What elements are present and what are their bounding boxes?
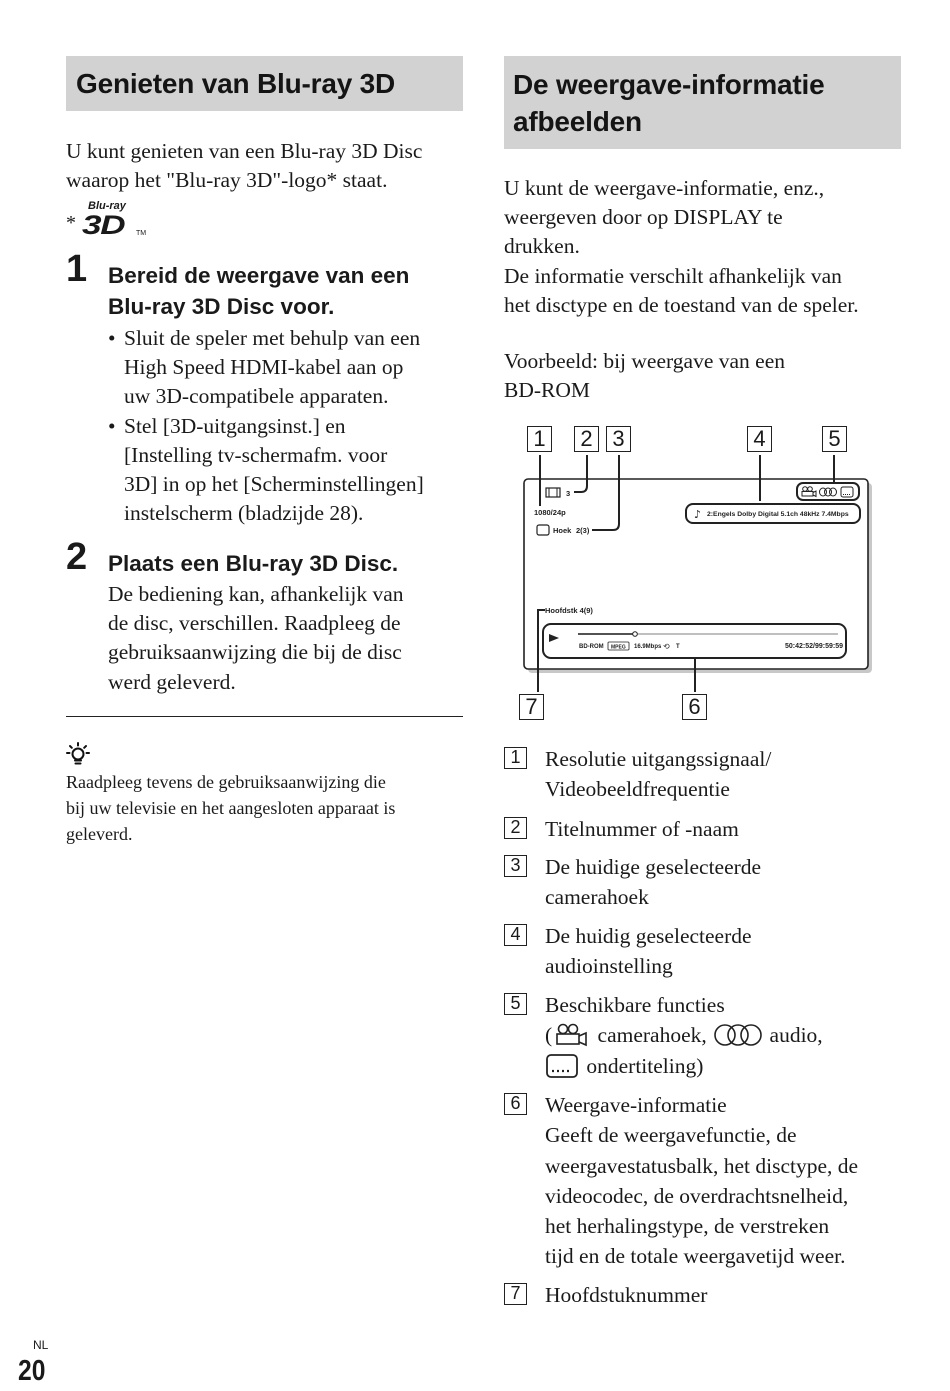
- resolution-readout: 1080/24p: [534, 508, 566, 517]
- legend-line: audioinstelling: [545, 954, 673, 979]
- logo-tm: TM: [136, 230, 147, 237]
- intro-line: het disctype en de toestand van de speler.: [504, 292, 859, 317]
- legend-item-2: [504, 814, 904, 844]
- legend-item-7: [504, 1280, 904, 1310]
- section-heading-bluray-3d: [66, 56, 463, 111]
- heading-line: De weergave-informatie: [513, 69, 825, 100]
- bullet-line: [Instelling tv-schermafm. voor: [124, 442, 388, 467]
- legend-number: 4: [504, 924, 527, 946]
- intro-line: De informatie verschilt afhankelijk van: [504, 263, 842, 288]
- legend-line: tijd en de totale weergavetijd weer.: [545, 1244, 846, 1269]
- body-line: werd geleverd.: [108, 669, 236, 694]
- step-1-bullets: [108, 324, 468, 528]
- intro-line: drukken.: [504, 234, 580, 259]
- legend-line: Videobeeldfrequentie: [545, 777, 730, 802]
- audio-label: audio,: [769, 1023, 823, 1048]
- repeat-type: T: [676, 644, 680, 650]
- legend-item-3: [504, 852, 904, 913]
- legend-text: [545, 852, 904, 913]
- camera-label: camerahoek,: [597, 1023, 707, 1048]
- lightbulb-tip-icon: [66, 741, 92, 767]
- logo-3d-text: 3D: [82, 210, 125, 240]
- callout-5: 5: [822, 426, 847, 452]
- camera-angle-icon: [552, 1022, 592, 1048]
- legend-text: [545, 990, 904, 1081]
- body-line: De bediening kan, afhankelijk van: [108, 582, 404, 606]
- paren: (: [545, 1023, 553, 1048]
- legend-item-5: [504, 990, 904, 1081]
- title-number: 3: [566, 489, 571, 498]
- bullet-line: uw 3D-compatibele apparaten.: [124, 384, 389, 409]
- page-number: 20: [18, 1355, 46, 1387]
- display-info-diagram: [500, 420, 900, 730]
- legend-text: [545, 744, 904, 805]
- intro-line: waarop het "Blu-ray 3D"-logo* staat.: [66, 168, 388, 193]
- bullet-line: • Stel [3D-uitgangsinst.] en: [124, 413, 346, 438]
- body-line: gebruiksaanwijzing die bij de disc: [108, 640, 402, 665]
- legend-line: camerahoek: [545, 885, 649, 910]
- lightbulb-tip-icon-svg: [66, 741, 92, 767]
- language-code: NL: [33, 1338, 49, 1352]
- bluray-3d-logo: [66, 202, 156, 240]
- subtitle-icon: [545, 1052, 581, 1080]
- section-divider: [66, 716, 463, 717]
- tip-text: [66, 769, 466, 847]
- intro-line: weergeven door op DISPLAY te: [504, 205, 783, 230]
- music-note-icon: ♪: [694, 508, 702, 521]
- diagram-svg: [500, 420, 900, 730]
- step-1-number: 1: [66, 248, 88, 290]
- callout-7: 7: [519, 694, 544, 720]
- left-intro: [66, 137, 466, 195]
- legend-text: [545, 1280, 904, 1310]
- bullet-line: 3D] in op het [Scherminstellingen]: [124, 472, 424, 497]
- legend-text: [545, 1090, 904, 1272]
- step-2-body: [108, 580, 468, 697]
- playback-bar: [543, 624, 846, 658]
- legend-text: [545, 921, 904, 982]
- angle-value: 2(3): [576, 526, 590, 535]
- legend-number: 5: [504, 993, 527, 1015]
- legend-line: Hoofdstuknummer: [545, 1283, 708, 1307]
- legend-line-subtitle: [545, 1051, 904, 1081]
- example-text: [504, 347, 924, 405]
- section-heading-display-info: [504, 56, 901, 149]
- legend-line: videocodec, de overdrachtsnelheid,: [545, 1183, 849, 1208]
- repeat-icon: ⟲: [663, 642, 670, 651]
- tip-line: geleverd.: [66, 824, 133, 844]
- legend-line: Weergave-informatie: [545, 1093, 727, 1117]
- legend-line: Geeft de weergavefunctie, de: [545, 1123, 797, 1148]
- bullet-line: High Speed HDMI-kabel aan op: [124, 355, 404, 380]
- step-2-title: [108, 548, 468, 579]
- legend-line: het herhalingstype, de verstreken: [545, 1214, 830, 1239]
- heading-text: Genieten van Blu-ray 3D: [76, 68, 396, 99]
- subtitle-label: ondertiteling): [586, 1053, 704, 1078]
- legend-item-6: [504, 1090, 904, 1272]
- bitrate: 16.9Mbps: [634, 644, 662, 650]
- step-title-line: Plaats een Blu-ray 3D Disc.: [108, 551, 399, 576]
- step-2-number: 2: [66, 536, 88, 578]
- legend-line: Beschikbare functies: [545, 993, 725, 1017]
- intro-line: U kunt de weergave-informatie, enz.,: [504, 176, 825, 200]
- legend-number: 1: [504, 747, 527, 769]
- example-line: Voorbeeld: bij weergave van een: [504, 349, 785, 373]
- legend-item-1: [504, 744, 904, 805]
- codec-text: MPEG: [611, 644, 626, 651]
- tip-line: bij uw televisie en het aangesloten apparaat is: [66, 798, 396, 818]
- callout-2: 2: [574, 426, 599, 452]
- callout-3: 3: [606, 426, 631, 452]
- legend-number: 7: [504, 1283, 527, 1305]
- legend-text: [545, 814, 904, 844]
- right-intro: [504, 174, 924, 320]
- step-1-title: [108, 260, 468, 322]
- audio-icon: [712, 1022, 764, 1048]
- bullet-line: • Sluit de speler met behulp van een: [124, 326, 421, 350]
- body-line: de disc, verschillen. Raadpleeg de: [108, 611, 401, 636]
- legend-line-icons: [545, 1020, 904, 1050]
- example-line: BD-ROM: [504, 378, 591, 403]
- legend-number: 2: [504, 817, 527, 839]
- bullet-line: instelscherm (bladzijde 28).: [124, 501, 364, 526]
- legend-line: weergavestatusbalk, het disctype, de: [545, 1153, 859, 1178]
- audio-readout: 2:Engels Dolby Digital 5.1ch 48kHz 7.4Mbps: [707, 511, 849, 518]
- legend-line: De huidige geselecteerde: [545, 855, 762, 879]
- legend-item-4: [504, 921, 904, 982]
- legend-line: Titelnummer of -naam: [545, 817, 739, 841]
- logo-asterisk: *: [66, 212, 76, 234]
- callout-4: 4: [747, 426, 772, 452]
- logo-bluray-text: Blu-ray: [88, 200, 126, 212]
- time-readout: 50:42:52/99:59:59: [785, 643, 843, 650]
- step-title-line: Blu-ray 3D Disc voor.: [108, 294, 335, 319]
- angle-label: Hoek: [553, 526, 572, 535]
- progress-thumb: [633, 632, 638, 637]
- tip-line: Raadpleeg tevens de gebruiksaanwijzing die: [66, 772, 386, 792]
- heading-line: afbeelden: [513, 106, 642, 137]
- step-title-line: Bereid de weergave van een: [108, 263, 410, 288]
- bullet-item: [108, 412, 468, 529]
- bullet-item: [108, 324, 468, 412]
- legend-line: De huidig geselecteerde: [545, 924, 752, 948]
- legend-number: 6: [504, 1093, 527, 1115]
- legend-number: 3: [504, 855, 527, 877]
- disc-type: BD-ROM: [579, 644, 604, 650]
- legend-line: Resolutie uitgangssignaal/: [545, 747, 772, 771]
- callout-6: 6: [682, 694, 707, 720]
- intro-line: U kunt genieten van een Blu-ray 3D Disc: [66, 139, 423, 163]
- chapter-readout: Hoofdstk 4(9): [545, 606, 593, 615]
- callout-1: 1: [527, 426, 552, 452]
